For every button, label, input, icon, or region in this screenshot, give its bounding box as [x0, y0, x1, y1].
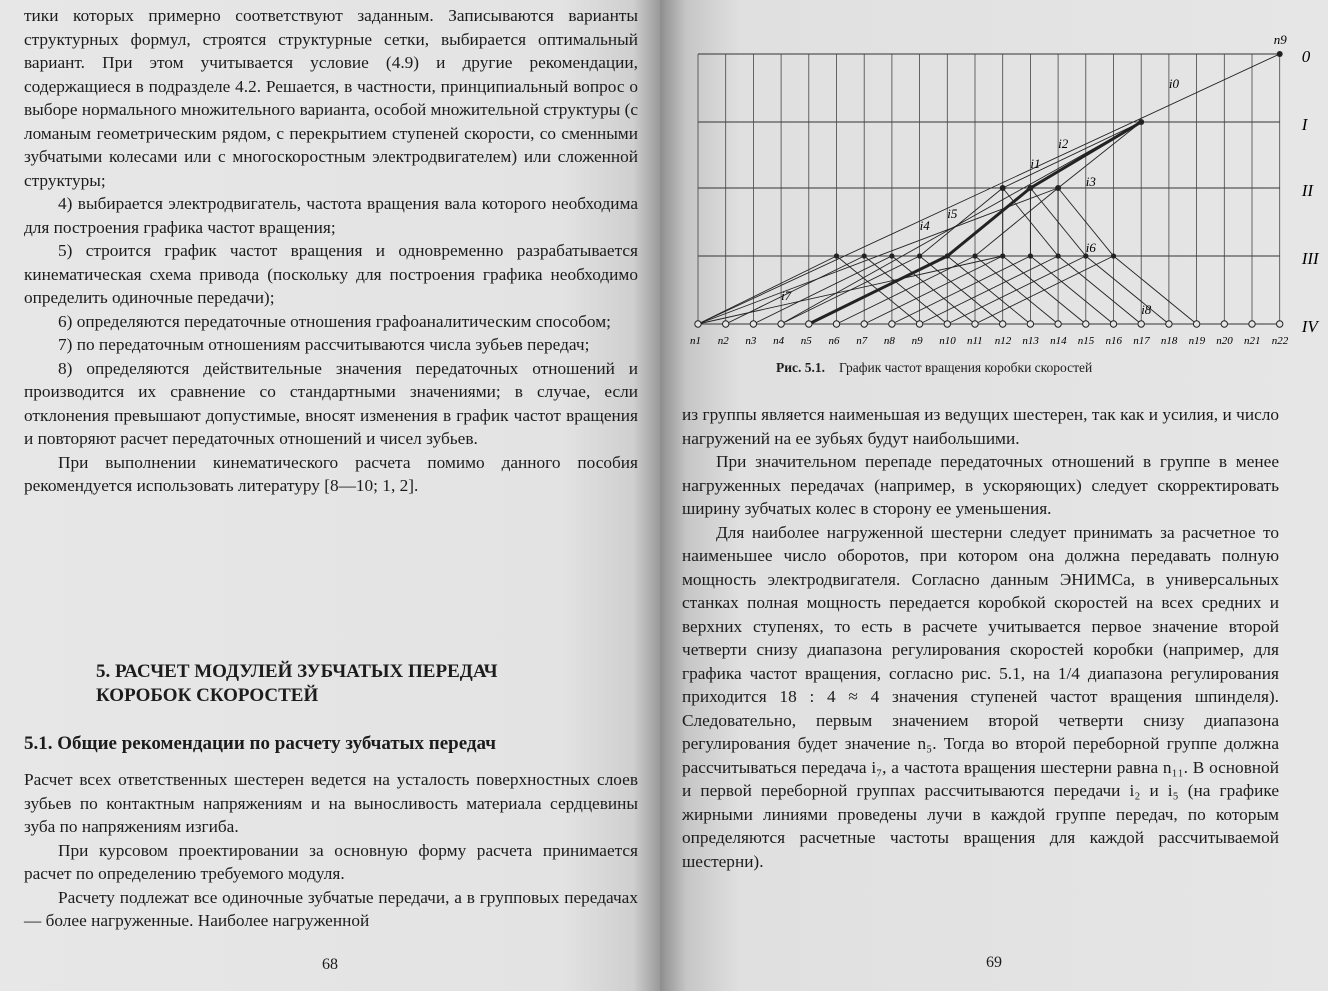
ray: [975, 256, 1114, 324]
n-label: n12: [994, 335, 1012, 347]
paragraph: При значительном перепаде передаточных отношений в группе в менее нагруженных передачах (например, в ускоряющих) следует скорректировать ширину зубчатых колес в сторону ее уменьшения.: [682, 452, 1279, 518]
left-text-block-2: [24, 768, 638, 933]
n-label: n10: [939, 335, 956, 347]
ray: [920, 256, 1059, 324]
paragraph: 5) строится график частот вращения и одновременно разрабатывается кинематическая схема привода (поскольку для построения графика необходимо определить одиночные передачи);: [24, 241, 638, 307]
speed-node: [972, 321, 978, 327]
ratio-label: i6: [1085, 240, 1096, 255]
graph-rays: [698, 54, 1280, 324]
n-label: n3: [745, 335, 757, 347]
n-label: n8: [883, 335, 895, 347]
right-text-block: [682, 403, 1279, 873]
shaft-node: [834, 253, 839, 258]
shaft-label: III: [1301, 249, 1319, 268]
speed-node: [833, 321, 839, 327]
shaft-label: IV: [1301, 317, 1318, 336]
speed-node: [916, 321, 922, 327]
ratio-label: i3: [1085, 174, 1096, 189]
chapter-heading-line: 5. РАСЧЕТ МОДУЛЕЙ ЗУБЧАТЫХ ПЕРЕДАЧ: [96, 661, 498, 682]
speed-node: [1193, 321, 1199, 327]
ratio-label: i2: [1058, 136, 1069, 151]
ray: [1058, 256, 1141, 324]
shaft-node: [1028, 253, 1033, 258]
shaft-label: I: [1301, 115, 1308, 134]
ray: [892, 256, 1031, 324]
section-heading: 5.1. Общие рекомендации по расчету зубчатых передач: [24, 733, 496, 754]
speed-node: [723, 321, 729, 327]
speed-node: [750, 321, 756, 327]
ratio-label: i5: [947, 206, 958, 221]
n-label: n18: [1160, 335, 1178, 347]
n-label: n9: [911, 335, 923, 347]
figure-title: График частот вращения коробки скоростей: [839, 360, 1093, 375]
shaft-node: [1277, 51, 1283, 57]
n-label: n5: [800, 335, 812, 347]
paragraph: При курсовом проектировании за основную форму расчета принимается расчет по определению требуемого модуля.: [24, 840, 638, 883]
n-label: n2: [717, 335, 729, 347]
shaft-label: 0: [1301, 47, 1311, 66]
shaft-label: II: [1301, 181, 1314, 200]
design-ray: [947, 188, 1030, 256]
shaft-node: [1055, 185, 1061, 191]
n-label: n11: [967, 335, 983, 347]
paragraph: 7) по передаточным отношениям рассчитываются числа зубьев передач;: [58, 335, 590, 354]
top-n-label: n9: [1273, 32, 1287, 47]
chapter-heading-line: КОРОБОК СКОРОСТЕЙ: [96, 685, 319, 706]
figure-caption: [776, 360, 1092, 376]
speed-node: [778, 321, 784, 327]
ratio-label: i1: [1030, 156, 1041, 171]
n-label: n16: [1105, 335, 1122, 347]
shaft-node: [1000, 185, 1006, 191]
speed-node: [1055, 321, 1061, 327]
ray: [837, 256, 976, 324]
n-label: n1: [690, 335, 701, 347]
shaft-node: [1111, 253, 1116, 258]
speed-node: [861, 321, 867, 327]
paragraph: тики которых примерно соответствуют заданным. Записываются варианты структурных формул, строятся структурные сетки, выбирается оптимальный вариант. При этом учитывается условие (4.9) и другие рекомендации, содержащиеся в подразделе 4.2. Решается, в частности, принципиальный вопрос о выборе нормального множительного варианта, особой множительной структуры (с ломаным геометрическим рядом, с перекрытием ступеней скорости, со сменными зубчатыми колесами или с многоскоростным электродвигателем) или сложенной структуры;: [24, 6, 638, 190]
shaft-node: [1027, 185, 1033, 191]
shaft-node: [1000, 253, 1005, 258]
design-ray: [809, 256, 948, 324]
ray: [1030, 256, 1113, 324]
speed-graph-figure: [680, 18, 1320, 358]
ratio-label: i8: [1141, 302, 1152, 317]
chapter-heading: [96, 660, 596, 708]
speed-node: [1027, 321, 1033, 327]
speed-node: [1138, 321, 1144, 327]
n-label: n4: [773, 335, 785, 347]
speed-node: [1110, 321, 1116, 327]
ray: [726, 256, 865, 324]
paragraph: 8) определяются действительные значения передаточных отношений и производится их сравнение со стандартными значениями; в случае, если отклонения превышают допустимые, вносят изменения в график частот вращения и повторяют расчет передаточных отношений и чисел зубьев.: [24, 358, 638, 448]
shaft-node: [945, 253, 950, 258]
page-number: 69: [986, 954, 1002, 971]
speed-node: [1221, 321, 1227, 327]
paragraph: При выполнении кинематического расчета помимо данного пособия рекомендуется использовать литературу [8—10; 1, 2].: [24, 452, 638, 495]
n-label: n19: [1188, 335, 1206, 347]
speed-node: [1166, 321, 1172, 327]
right-page: [660, 0, 1328, 991]
speed-node: [944, 321, 950, 327]
n-label: n21: [1244, 335, 1261, 347]
shaft-node: [917, 253, 922, 258]
n-label: n14: [1050, 335, 1067, 347]
n-label: n6: [828, 335, 840, 347]
n-label: n15: [1077, 335, 1095, 347]
speed-node: [1249, 321, 1255, 327]
paragraph: Расчет всех ответственных шестерен ведется на усталость поверхностных слоев зубьев по контактным напряжениям и на выносливость материала сердцевины зуба по напряжениям изгиба.: [24, 770, 638, 836]
speed-node: [889, 321, 895, 327]
n-label: n20: [1216, 335, 1233, 347]
paragraph: Расчету подлежат все одиночные зубчатые передачи, а в групповых передачах — более нагруженные. Наиболее нагруженной: [24, 887, 638, 930]
paragraph: из группы является наименьшая из ведущих шестерен, так как и усилия, и число нагружений на ее зубьях будут наибольшими.: [682, 405, 1279, 448]
ratio-label: i0: [1168, 76, 1180, 91]
page-number: 68: [322, 956, 338, 973]
speed-node: [806, 321, 812, 327]
ray: [1003, 122, 1141, 188]
shaft-node: [972, 253, 977, 258]
n-label: n13: [1022, 335, 1039, 347]
ray: [1114, 256, 1197, 324]
ray: [698, 54, 1280, 324]
n-label: n7: [856, 335, 868, 347]
shaft-node: [1056, 253, 1061, 258]
ray: [947, 256, 1086, 324]
left-page: [0, 0, 660, 991]
paragraph: Для наиболее нагруженной шестерни следует принимать за расчетное то наименьшее число оборотов, при котором она должна передавать полную мощность электродвигателя. Согласно данным ЭНИМСа, в универсальных станках полная мощность передается коробкой скоростей на всех средних и верхних ступенях, то есть в расчете учитывается первое значение второй четверти снизу диапазона регулирования скоростей коробки (например, для графика частот вращения, согласно рис. 5.1, на 1/4 диапазона регулирования приходится 18 : 4 ≈ 4 значения ступеней частот вращения шпинделя). Следовательно, первым значением второй четверти снизу диапазона регулирования будет значение n₅. Тогда во второй переборной группе должна рассчитываться передача i₇, а частота вращения шестерни равна n₁₁. В основной и первой переборной группах рассчитываются передачи i₂ и i₅ (на графике жирными линиями проведены лучи в каждой группе передач, по которым определяются расчетные частоты вращения для каждой рассчитываемой шестерни).: [682, 522, 1279, 871]
paragraph: 4) выбирается электродвигатель, частота вращения вала которого необходима для построения графика частот вращения;: [24, 194, 638, 237]
paragraph: 6) определяются передаточные отношения графоаналитическим способом;: [58, 311, 611, 331]
figure-number: Рис. 5.1.: [776, 360, 826, 375]
ray: [698, 256, 837, 324]
left-text-block: [24, 4, 638, 498]
n-label: n22: [1271, 335, 1289, 347]
shaft-node: [862, 253, 867, 258]
speed-node: [1083, 321, 1089, 327]
ratio-label: i4: [919, 218, 930, 233]
speed-node: [1000, 321, 1006, 327]
shaft-node: [1138, 119, 1144, 125]
ratio-label: i7: [781, 288, 792, 303]
n-label: n17: [1133, 335, 1150, 347]
ray: [1058, 122, 1141, 188]
shaft-node: [889, 253, 894, 258]
speed-node: [1277, 321, 1283, 327]
ray: [1086, 256, 1169, 324]
speed-node: [695, 321, 701, 327]
